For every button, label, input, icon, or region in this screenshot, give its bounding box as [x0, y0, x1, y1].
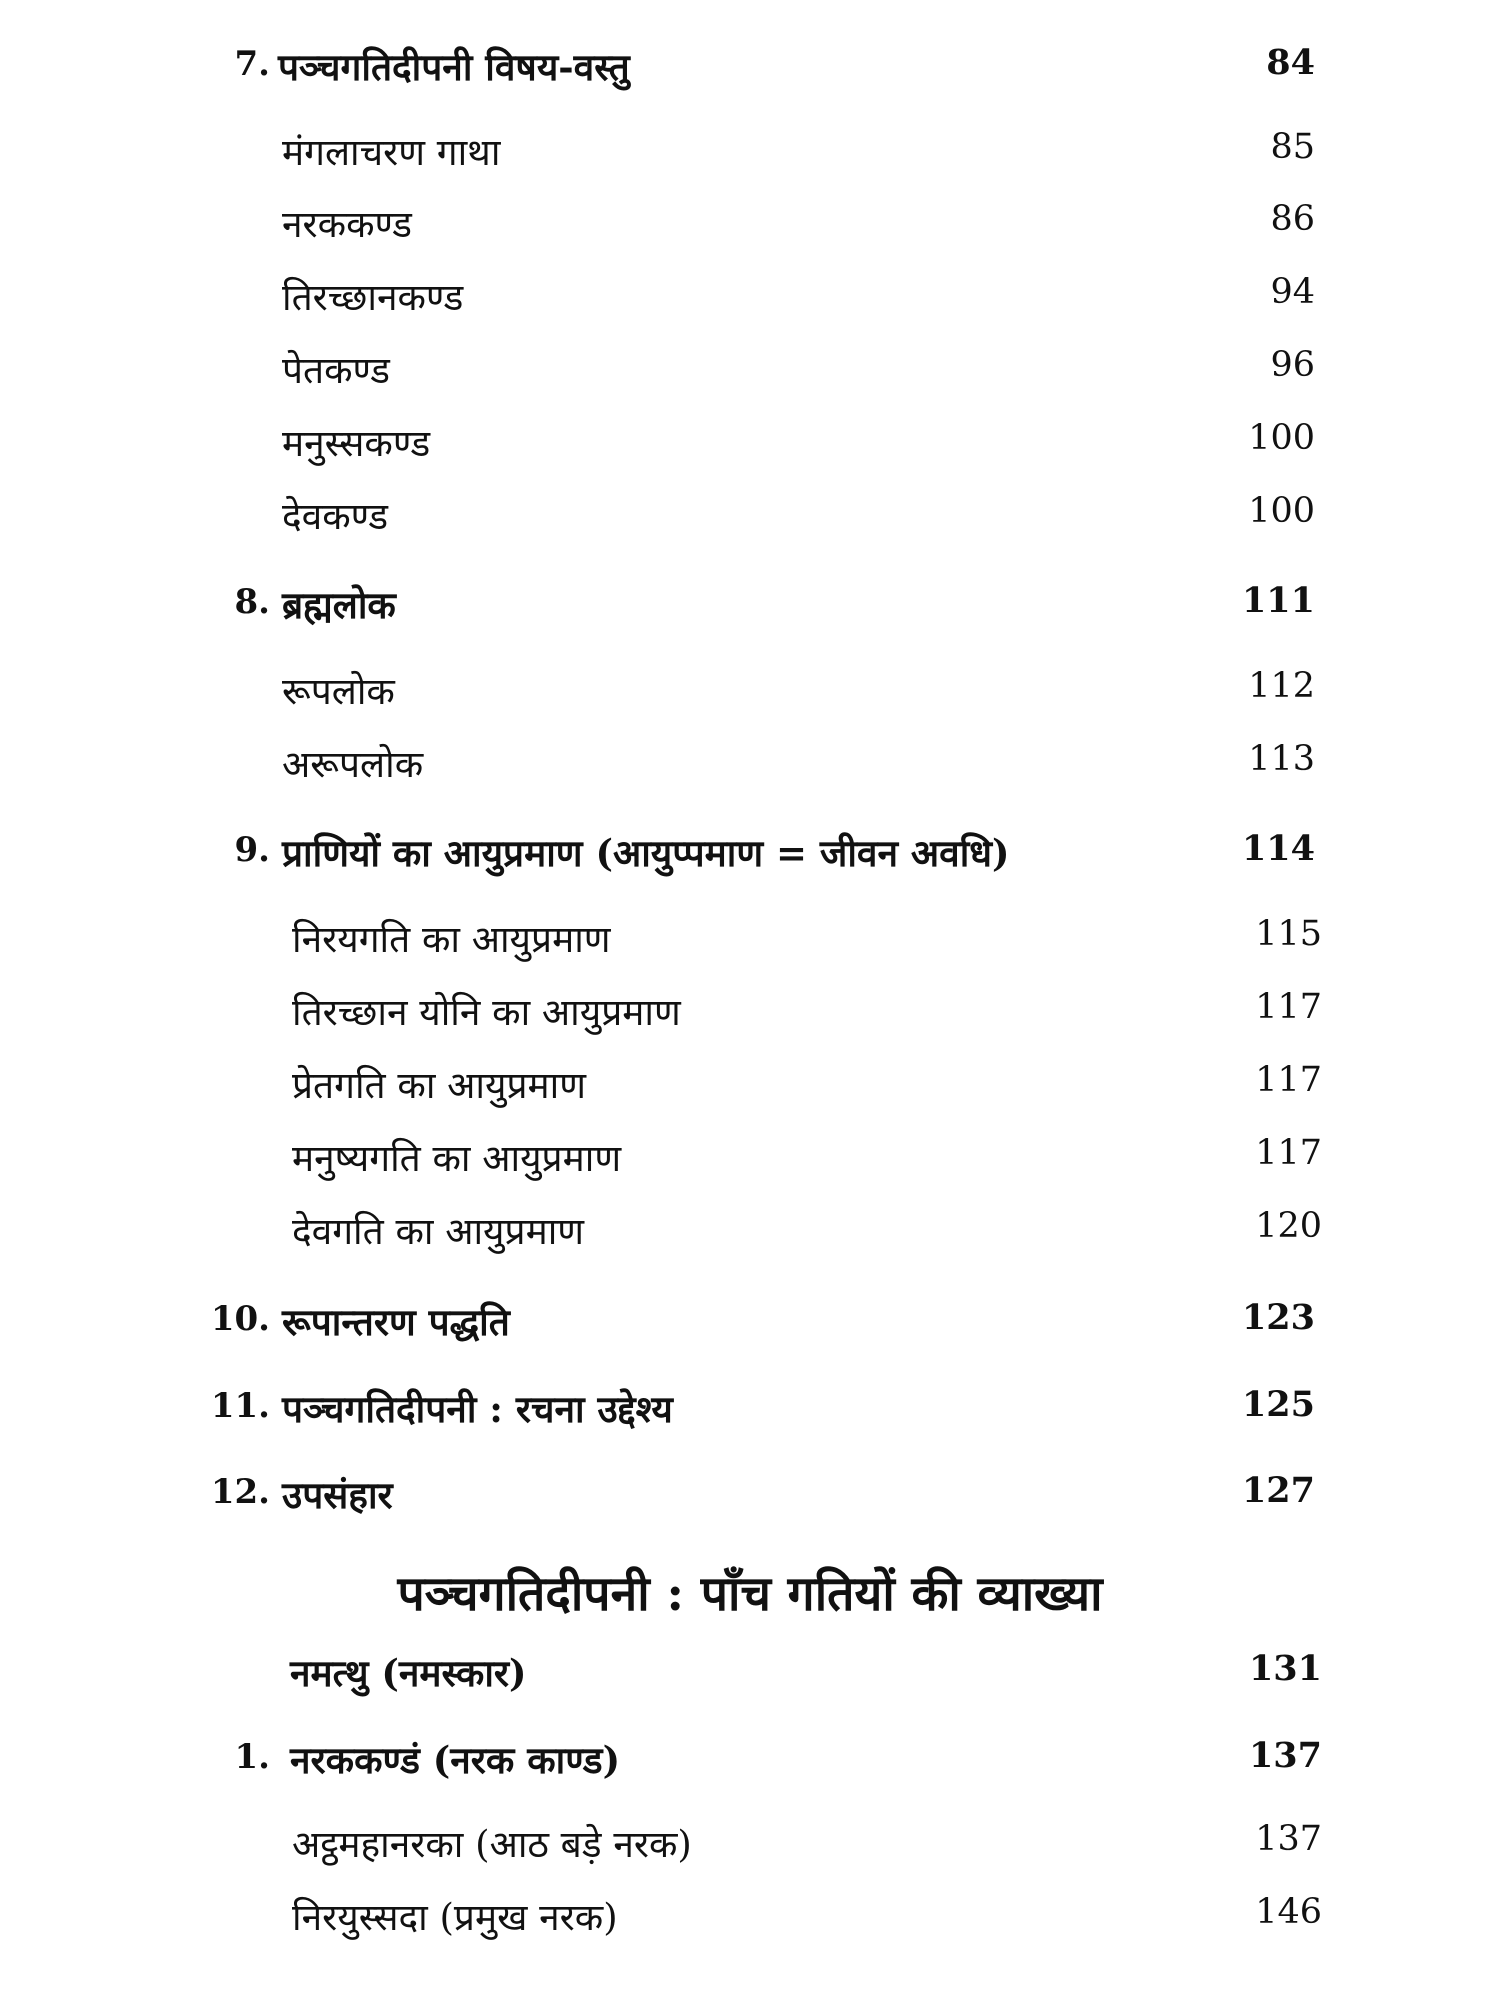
page-number: 120 [1255, 1206, 1322, 1246]
chapter-number: 1. [234, 1737, 270, 1777]
subentry-title: तिरच्छान योनि का आयुप्रमाण [292, 991, 681, 1034]
toc-subentry [0, 912, 1500, 972]
subentry-title: मंगलाचरण गाथा [282, 131, 501, 174]
toc-subentry [0, 664, 1500, 724]
subentry-title: मनुष्यगति का आयुप्रमाण [292, 1137, 622, 1180]
toc-subentry [0, 1890, 1500, 1950]
chapter-title: नरककण्डं (नरक काण्ड) [290, 1738, 621, 1782]
page-number: 137 [1248, 1735, 1322, 1776]
page-number: 125 [1241, 1384, 1315, 1425]
toc-subentry [0, 197, 1500, 257]
page-number: 85 [1270, 127, 1315, 167]
page-number: 86 [1270, 199, 1315, 239]
page-number: 94 [1270, 272, 1315, 312]
chapter-title: प्राणियों का आयुप्रमाण (आयुप्पमाण = जीवन अवधि) [282, 831, 1010, 875]
subentry-title: रूपलोक [282, 670, 395, 713]
toc-subentry [0, 416, 1500, 476]
subentry-title: अट्ठमहानरका (आठ बड़े नरक) [292, 1823, 692, 1866]
page-number: 100 [1248, 418, 1315, 458]
subentry-title: निरयुस्सदा (प्रमुख नरक) [292, 1896, 618, 1939]
toc-subentry [0, 1817, 1500, 1877]
page-number: 113 [1248, 739, 1315, 779]
chapter-number: 12. [210, 1472, 270, 1512]
chapter-number: 7. [234, 44, 270, 84]
page-number: 84 [1266, 42, 1315, 83]
chapter-number: 11. [210, 1386, 270, 1426]
page-number: 96 [1270, 345, 1315, 385]
page-number: 127 [1241, 1470, 1315, 1511]
subentry-title: अरूपलोक [282, 743, 424, 786]
subentry-title: पेतकण्ड [282, 349, 390, 392]
toc-entry-chapter-12 [0, 1468, 1500, 1528]
toc-subentry [0, 1204, 1500, 1264]
page-number: 111 [1241, 580, 1315, 621]
page-number: 117 [1255, 1133, 1322, 1173]
subentry-title: निरयगति का आयुप्रमाण [292, 918, 611, 961]
subentry-title: नरककण्ड [282, 203, 412, 246]
subentry-title: देवकण्ड [282, 495, 389, 538]
chapter-title: ब्रह्मलोक [282, 583, 396, 627]
page-number: 115 [1255, 914, 1322, 954]
chapter-title: रूपान्तरण पद्धति [282, 1300, 510, 1344]
toc-subentry [0, 125, 1500, 185]
toc-entry-part-1 [0, 1733, 1500, 1793]
page-number: 112 [1248, 666, 1315, 706]
subentry-title: तिरच्छानकण्ड [282, 276, 464, 319]
chapter-title: उपसंहार [282, 1473, 393, 1517]
toc-entry-chapter-11 [0, 1382, 1500, 1442]
page-number: 146 [1255, 1892, 1322, 1932]
chapter-number: 10. [210, 1299, 270, 1339]
page-number: 137 [1255, 1819, 1322, 1859]
toc-subentry [0, 985, 1500, 1045]
page-number: 117 [1255, 1060, 1322, 1100]
toc-subentry [0, 489, 1500, 549]
toc-subentry [0, 1131, 1500, 1191]
chapter-title: पञ्चगतिदीपनी विषय-वस्तु [278, 45, 630, 89]
page-number: 131 [1248, 1648, 1322, 1689]
page-number: 117 [1255, 987, 1322, 1027]
toc-entry-chapter-9 [0, 826, 1500, 886]
chapter-title: नमत्थु (नमस्कार) [290, 1651, 527, 1695]
chapter-number: 9. [234, 830, 270, 870]
subentry-title: प्रेतगति का आयुप्रमाण [292, 1064, 586, 1107]
toc-subentry [0, 343, 1500, 403]
chapter-title: पञ्चगतिदीपनी : रचना उद्देश्य [282, 1387, 673, 1431]
toc-subentry [0, 1058, 1500, 1118]
toc-subentry [0, 737, 1500, 797]
toc-entry-namatthu [0, 1646, 1500, 1706]
toc-entry-chapter-10 [0, 1295, 1500, 1355]
toc-entry-chapter-8 [0, 578, 1500, 638]
toc-subentry [0, 270, 1500, 330]
toc-entry-chapter-7 [0, 40, 1500, 100]
section-heading: पञ्चगतिदीपनी : पाँच गतियों की व्याख्या [397, 1566, 1103, 1622]
page-number: 123 [1241, 1297, 1315, 1338]
page-number: 114 [1241, 828, 1315, 869]
page-number: 100 [1248, 491, 1315, 531]
subentry-title: मनुस्सकण्ड [282, 422, 431, 465]
subentry-title: देवगति का आयुप्रमाण [292, 1210, 585, 1253]
chapter-number: 8. [234, 582, 270, 622]
